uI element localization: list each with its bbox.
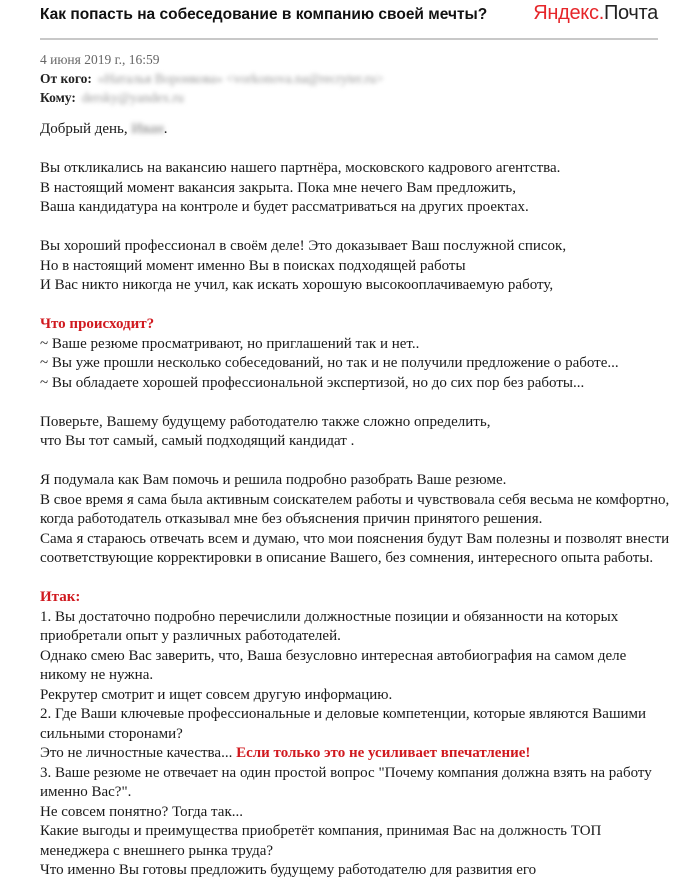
paragraph-line: В настоящий момент вакансия закрыта. Пока мне нечего Вам предложить, — [40, 179, 517, 196]
email-body — [40, 120, 670, 881]
paragraph-line: И Вас никто никогда не учил, как искать хорошую высокооплачиваемую работу, — [40, 277, 554, 293]
logo-dot: . — [598, 2, 604, 24]
logo-brand: Яндекс — [533, 2, 599, 24]
paragraph-line: ~ Вы обладаете хорошей профессиональной экспертизой, но до сих пор без работы... — [40, 374, 585, 391]
paragraph-line: Какие выгоды и преимущества приобретёт компания, принимая Вас на должность ТОП менеджера с внешнего рынка труда? — [40, 823, 602, 859]
paragraph-line: Однако смею Вас заверить, что, Ваша безусловно интересная автобиография на самом деле никому не нужна. — [40, 647, 627, 683]
email-header — [0, 0, 700, 40]
paragraph-line: Поверьте, Вашему будущему работодателю также сложно определить, — [40, 413, 491, 430]
paragraph-line: Я подумала как Вам помочь и решила подробно разобрать Ваше резюме. — [40, 472, 507, 488]
paragraph-line: 1. Вы достаточно подробно перечислили должностные позиции и обязанности на которых приобретали опыт у различных работодателей. — [40, 608, 619, 644]
greeting-prefix: Добрый день, — [40, 121, 128, 137]
yandex-mail-logo[interactable] — [533, 2, 658, 25]
greeting — [40, 120, 670, 140]
paragraph-line: Что именно Вы готовы предложить будущему работодателю для развития его — [40, 862, 537, 878]
paragraph-line: Вы откликались на вакансию нашего партнёра, московского кадрового агентства. — [40, 160, 561, 176]
paragraph-line: В свое время я сама была активным соискателем работы и чувствовала себя весьма не комфортно, — [40, 491, 670, 508]
from-label: От кого: — [40, 71, 92, 86]
paragraph-line: Сама я стараюсь отвечать всем и думаю, что мои пояснения будут Вам полезны и позволят внести соответствующие корректировки в описание Вашего, без сомнения, интересного опыта работы. — [40, 530, 670, 566]
paragraph-line: ~ Вы уже прошли несколько собеседований, но так и не получили предложение о работе... — [40, 355, 619, 371]
to-value[interactable]: dersky@yandex.ru — [81, 90, 184, 105]
from-value[interactable]: «Наталья Воронкова» <vorkonova.na@recryter.ru> — [97, 71, 384, 86]
paragraph-line-mixed — [40, 744, 670, 764]
greeting-name: Иван — [131, 121, 164, 137]
paragraph-line: ~ Ваше резюме просматривают, но приглашений так и нет.. — [40, 335, 420, 352]
section-heading-what-happens: Что происходит? — [40, 316, 155, 332]
greeting-suffix: . — [163, 121, 168, 137]
paragraph-line: Не совсем понятно? Тогда так... — [40, 803, 243, 820]
paragraph-line: 3. Ваше резюме не отвечает на один простой вопрос "Почему компания должна взять на работу именно Вас?". — [40, 764, 652, 800]
paragraph-line: 2. Где Ваши ключевые профессиональные и деловые компетенции, которые являются Вашими сильными сторонами? — [40, 706, 647, 742]
plain-text: Это не личностные качества... — [40, 745, 233, 761]
paragraph-line: что Вы тот самый, самый подходящий кандидат . — [40, 433, 355, 449]
red-emphasis: Если только это не усиливает впечатление! — [236, 745, 531, 761]
to-row — [40, 88, 383, 107]
section-heading-so: Итак: — [40, 589, 81, 605]
from-row — [40, 69, 383, 88]
logo-service: Почта — [603, 2, 658, 24]
email-subject: Как попасть на собеседование в компанию своей мечты? — [40, 6, 488, 23]
paragraph-line: Рекрутер смотрит и ищет совсем другую информацию. — [40, 686, 393, 703]
to-label: Кому: — [40, 90, 76, 105]
paragraph-line: Вы хороший профессионал в своём деле! Это доказывает Ваш послужной список, — [40, 238, 567, 254]
email-meta — [40, 50, 383, 107]
paragraph-line: когда работодатель отказывал мне без объяснения причин принятого решения. — [40, 511, 543, 527]
email-date: 4 июня 2019 г., 16:59 — [40, 52, 160, 67]
paragraph-line: Но в настоящий момент именно Вы в поисках подходящей работы — [40, 257, 466, 274]
paragraph-line: Ваша кандидатура на контроле и будет рассматриваться на других проектах. — [40, 199, 529, 215]
header-divider — [40, 38, 658, 40]
